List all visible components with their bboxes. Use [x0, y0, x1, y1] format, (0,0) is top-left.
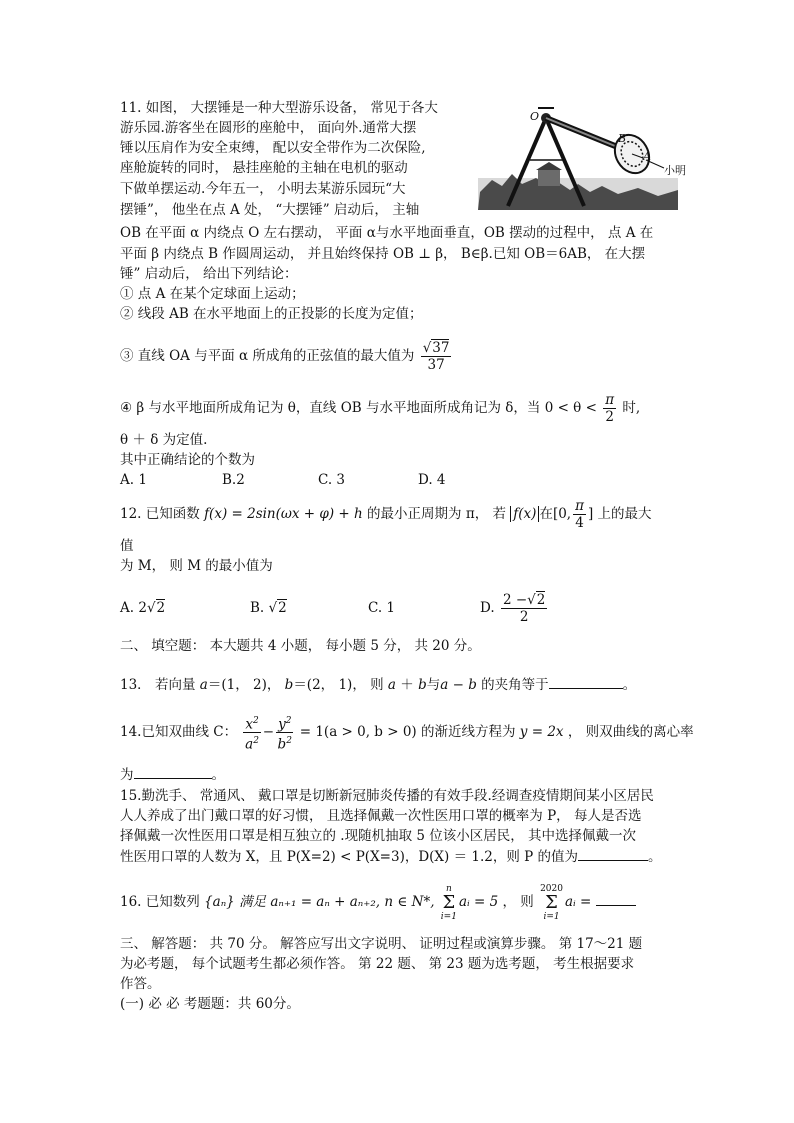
vector-b-value: ＝(2， 1)， 则: [293, 677, 384, 693]
q15-line-3: 择佩戴一次性医用口罩是相互独立的 .现随机抽取 5 位该小区居民， 其中选择佩戴一次: [120, 828, 637, 844]
answer-blank[interactable]: [549, 674, 623, 689]
q14-eq: = 1(a > 0, b > 0) 的渐近线方程为: [299, 724, 516, 740]
q12-line-2: 值: [120, 538, 134, 554]
q12-line-1: [120, 494, 652, 534]
q13-pre: 13． 若向量: [120, 677, 196, 693]
pendulum-ride-figure: [478, 100, 700, 210]
y2-over-b2-fraction: [276, 713, 293, 753]
pendulum-ride-illustration: [478, 100, 700, 210]
q12-interval-post: ] 上的最大: [587, 506, 652, 522]
fraction-denominator: 2: [605, 409, 614, 425]
q16-condition: 满足 aₙ₊₁ = aₙ + aₙ₊₂, n ∈ N*,: [239, 894, 435, 910]
vector-a-diff: a: [440, 677, 449, 693]
q12-option-a: [120, 598, 165, 618]
q14-end: 。: [211, 767, 225, 783]
q11-conclusion-1: ① 点 A 在某个定球面上运动；: [120, 286, 305, 302]
q12-interval-pre: 在[0,: [539, 506, 572, 522]
section-3-subheading: (一) 必 必 考题题：共 60分。: [120, 996, 300, 1012]
q12-mid: 的最小正周期为 π， 若: [367, 506, 506, 522]
sum-lower-limit: i=1: [440, 911, 457, 922]
vector-b: b: [284, 677, 294, 693]
label-point-B: B: [618, 132, 627, 145]
radical-sign: √: [146, 600, 156, 616]
var-a: a: [245, 736, 254, 753]
option-b-label: B.: [250, 600, 265, 616]
q11-line-9: 锤” 启动后， 给出下列结论：: [120, 266, 298, 282]
q11-line-7: OB 在平面 α 内绕点 O 左右摆动， 平面 α与水平地面垂直，OB 摆动的过程中， 点 A 在: [120, 225, 654, 241]
q15-last: 性医用口罩的人数为 X，且 P(X=2) < P(X=3)，D(X) ＝ 1.2，则 P 的值为: [120, 849, 579, 865]
q13-end: 。: [622, 677, 637, 693]
q15-line-1: 15.勤洗手、 常通风、 戴口罩是切断新冠肺炎传播的有效手段.经调查疫情期间某小区居民: [120, 788, 654, 804]
q11-line-1: 11. 如图， 大摆锤是一种大型游乐设备， 常见于各大: [120, 100, 438, 116]
option-d-label: D.: [480, 600, 495, 616]
q14-post: ， 则双曲线的离心率: [567, 724, 694, 740]
q11-conclusion-2: ② 线段 AB 在水平地面上的正投影的长度为定值；: [120, 306, 423, 322]
q13-with: 与: [426, 677, 441, 693]
sigma-symbol: Σ: [545, 891, 558, 913]
section-3-line-2: 为必考题， 每个试题考生都必须作答。 第 22 题、 第 23 题为选考题， 考生根据要求: [120, 956, 635, 972]
q11-conclusion-4: [120, 388, 640, 428]
q16-pre: 16. 已知数列: [120, 894, 200, 910]
q16-mid: ， 则: [502, 894, 534, 910]
q12-option-b: [250, 598, 287, 618]
option-d-radicand: 2: [536, 592, 546, 608]
conclusion-4-text: ④ β 与水平地面所成角记为 θ，直线 OB 与水平地面所成角记为 δ，当 0 < θ <: [120, 400, 597, 416]
q11-line-3: 锤以压肩作为安全束缚， 配以安全带作为二次保险,: [120, 140, 426, 156]
answer-blank[interactable]: [596, 891, 636, 906]
q11-conclusion-3: [120, 336, 453, 376]
q14-line-2: [120, 764, 225, 785]
fraction-numerator: π: [575, 498, 584, 514]
label-xiaoming: 小明: [664, 164, 686, 177]
q11-line-6: 摆锤”， 他坐在点 A 处， “大摆锤” 启动后， 主轴: [120, 202, 420, 218]
sum-upper-limit: 2020: [540, 883, 563, 894]
sqrt37-over-37-fraction: [421, 340, 452, 373]
option-a-label: A.: [120, 600, 135, 616]
option-d-fraction: [501, 592, 547, 625]
radical-sign: √: [268, 600, 278, 616]
fraction-denominator: $a^2$: [245, 736, 259, 753]
q11-option-d: D. 4: [418, 472, 446, 488]
answer-blank[interactable]: [578, 846, 648, 861]
option-a-coef: 2: [138, 600, 147, 616]
q12-line-3: 为 M， 则 M 的最小值为: [120, 558, 273, 574]
answer-blank[interactable]: [134, 764, 212, 779]
sum-n-symbol: [441, 884, 457, 922]
fraction-numerator: $x^2$: [243, 713, 260, 734]
pi-over-2-fraction: [603, 392, 616, 425]
section-3-line-3: 作答。: [120, 976, 161, 992]
option-d-num-pre: 2 −: [502, 592, 528, 608]
q12-abs-function: f(x): [510, 506, 539, 522]
var-y: y: [278, 716, 286, 732]
fraction-numerator: 37: [432, 340, 450, 356]
conclusion-4-tail: 时,: [622, 400, 641, 416]
fraction-numerator: $y^2$: [276, 713, 293, 734]
vector-a: a: [199, 677, 208, 693]
q11-line-8: 平面 β 内绕点 B 作圆周运动， 并且始终保持 OB ⊥ β， B∈β.已知 OB＝6AB， 在大摆: [120, 246, 646, 262]
fraction-numerator: π: [605, 392, 615, 408]
fraction-denominator: 2: [519, 609, 529, 625]
fraction-denominator: 37: [427, 357, 445, 373]
fraction-numerator: [501, 592, 547, 609]
vector-a-value: ＝(1， 2)，: [207, 677, 281, 693]
radical-sign: √: [422, 340, 432, 356]
fraction-denominator: $b^2$: [277, 736, 292, 753]
q15-line-2: 人人养成了出门戴口罩的好习惯， 且选择佩戴一次性医用口罩的概率为 P， 每人是否选: [120, 808, 642, 824]
option-b-radicand: 2: [278, 600, 287, 616]
asymptote-equation: y = 2x: [519, 724, 564, 740]
q12-option-c: C. 1: [368, 600, 396, 616]
vector-b-diff: b: [468, 677, 477, 693]
q11-conclusion-4-line2: θ ＋ δ 为定值.: [120, 432, 208, 448]
vector-b-sum: b: [418, 677, 427, 693]
sum1-body: aᵢ = 5: [458, 894, 499, 910]
sum-upper-limit: n: [445, 883, 452, 894]
q11-option-a: A. 1: [120, 472, 147, 488]
q12-option-d: [480, 588, 549, 628]
q12-function: f(x) = 2sin(ωx + φ) + h: [204, 506, 363, 522]
q14-pre: 14.已知双曲线 C：: [120, 724, 238, 740]
var-x: x: [245, 716, 254, 732]
q14-line2: 为: [120, 767, 134, 783]
sequence-a: {aₙ}: [204, 894, 235, 910]
var-b: b: [277, 736, 287, 753]
q14-line-1: 14.已知双曲线 C： $\frac{x^2}{a^2}$ − $\frac{y^2}{b^2}$ = 1(a > 0, b > 0) 的渐近线方程为 y = 2x ， 则双曲线的离心率: [120, 712, 694, 753]
pi-over-4-fraction: [573, 498, 586, 531]
x2-over-a2-fraction: [243, 713, 260, 753]
q11-question: 其中正确结论的个数为: [120, 452, 255, 468]
sum-2020-symbol: [540, 884, 563, 922]
q15-end: 。: [648, 849, 662, 865]
q12-prefix: 12. 已知函数: [120, 506, 200, 522]
section-2-heading: 二、 填空题： 本大题共 4 小题， 每小题 5 分， 共 20 分。: [120, 638, 481, 654]
sigma-symbol: Σ: [442, 891, 456, 913]
sum-lower-limit: i=1: [543, 911, 560, 922]
q11-option-b: B.2: [222, 472, 245, 488]
conclusion-3-text: ③ 直线 OA 与平面 α 所成角的正弦值的最大值为: [120, 348, 415, 364]
minus-sign: −: [452, 677, 464, 693]
q11-line-2: 游乐园.游客坐在圆形的座舱中， 面向外.通常大摆: [120, 120, 417, 136]
fraction-denominator: 4: [575, 515, 584, 531]
q11-option-c: C. 3: [318, 472, 346, 488]
q11-line-4: 座舱旋转的同时， 悬挂座舱的主轴在电机的驱动: [120, 160, 408, 176]
plus-sign: ＋: [400, 677, 414, 693]
sum2-body: aᵢ =: [564, 894, 592, 910]
label-point-O: O: [530, 110, 540, 123]
label-point-A: A: [643, 150, 651, 163]
q13-post: 的夹角等于: [481, 677, 549, 693]
q16-line: [120, 880, 636, 924]
radical-sign: √: [527, 592, 536, 608]
q13-line: [120, 674, 636, 695]
vector-a-sum: a: [387, 677, 396, 693]
section-3-line-1: 三、 解答题： 共 70 分。 解答应写出文字说明、 证明过程或演算步骤。 第 17～21 题: [120, 936, 643, 952]
q11-line-5: 下做单摆运动.今年五一， 小明去某游乐园玩“大: [120, 181, 406, 197]
q15-line-4: [120, 846, 662, 867]
option-a-radicand: 2: [156, 600, 166, 616]
